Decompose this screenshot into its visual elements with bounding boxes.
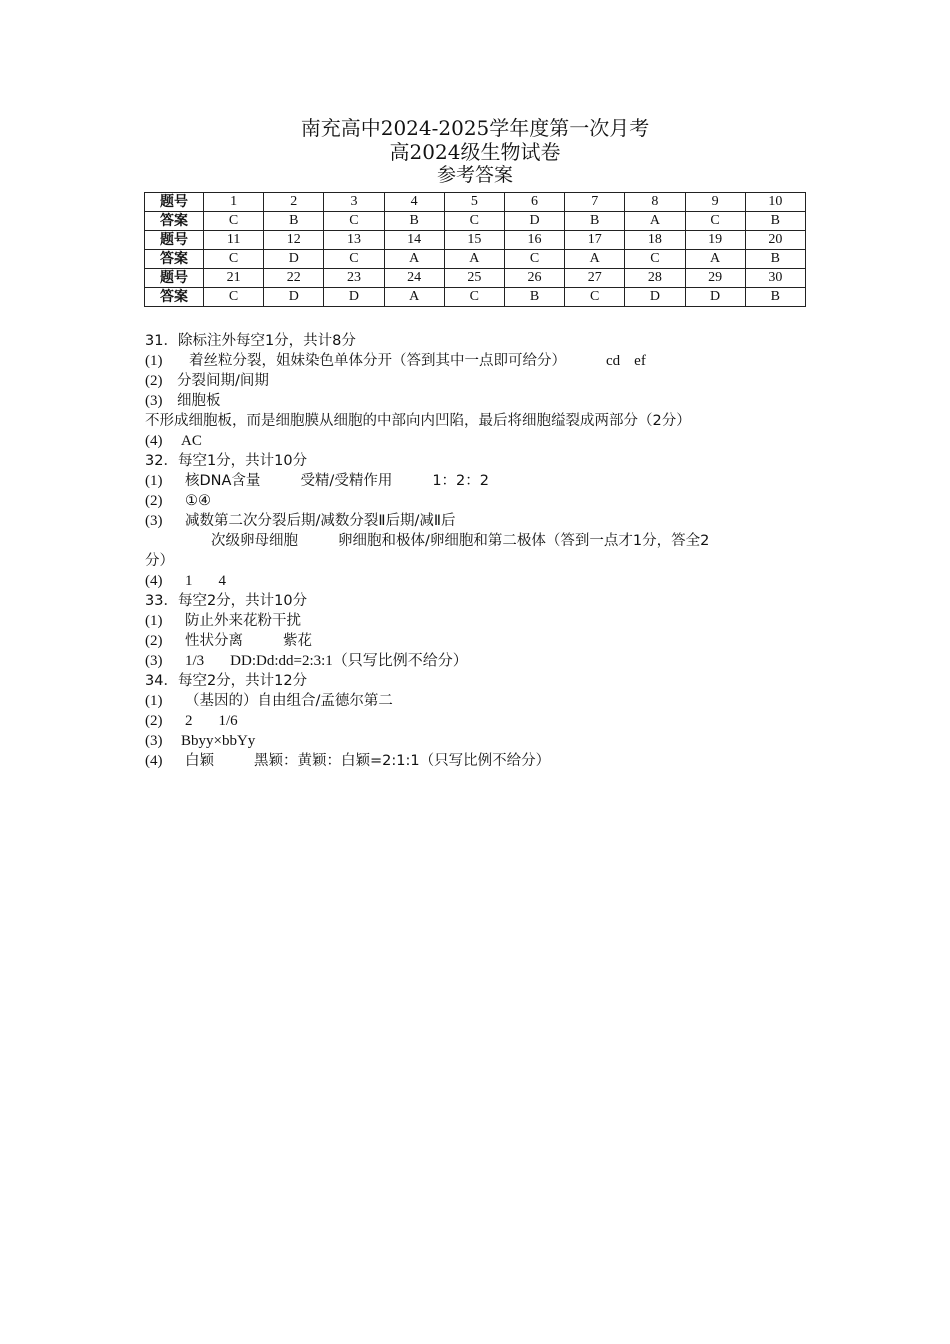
answer-text: 白颖 <box>185 753 214 769</box>
answer-cell: C <box>324 250 384 269</box>
answer-cell: C <box>565 288 625 307</box>
answer-text: 1：2：2 <box>432 473 490 489</box>
q34-heading: 34．每空2分，共计12分 <box>145 673 308 689</box>
question-number-cell: 9 <box>685 193 745 212</box>
answer-text: 细胞板 <box>177 393 221 409</box>
question-number-cell: 12 <box>264 231 324 250</box>
q31-part2 <box>145 371 805 391</box>
question-label: 题号 <box>145 231 204 250</box>
question-label: 题号 <box>145 269 204 288</box>
q33-heading: 33．每空2分，共计10分 <box>145 593 308 609</box>
answer-text: 防止外来花粉干扰 <box>185 613 301 629</box>
answer-cell: C <box>204 212 264 231</box>
answer-cell: C <box>444 212 504 231</box>
answer-cell: B <box>745 212 805 231</box>
question-number-cell: 8 <box>625 193 685 212</box>
answer-text: 卵细胞和极体/卵细胞和第二极体（答到一点才1分，答全2 <box>338 533 710 549</box>
part-number: (3) <box>145 653 163 669</box>
answer-text: 分裂间期/间期 <box>177 373 269 389</box>
answer-text: 受精/受精作用 <box>300 473 393 489</box>
question-number-row <box>145 231 806 250</box>
answer-text: 性状分离 <box>185 633 243 649</box>
answer-text: 次级卵母细胞 <box>211 533 298 549</box>
question-label: 题号 <box>145 193 204 212</box>
question-number-cell: 4 <box>384 193 444 212</box>
answer-text: 1/6 <box>218 713 238 729</box>
answer-cell: B <box>745 288 805 307</box>
answer-text: 着丝粒分裂，姐妹染色单体分开（答到其中一点即可给分） <box>189 353 566 369</box>
answer-cell: A <box>444 250 504 269</box>
question-number-row <box>145 269 806 288</box>
answer-cell: A <box>384 250 444 269</box>
part-number: (2) <box>145 373 163 389</box>
q32-heading: 32．每空1分，共计10分 <box>145 453 308 469</box>
answer-cell: A <box>384 288 444 307</box>
part-number: (1) <box>145 473 163 489</box>
question-number-cell: 24 <box>384 269 444 288</box>
answer-text: （基因的）自由组合/孟德尔第二 <box>185 693 393 709</box>
part-number: (4) <box>145 433 163 449</box>
q34-part4 <box>145 751 805 771</box>
document-header <box>0 116 950 186</box>
answer-cell: A <box>625 212 685 231</box>
answer-text: AC <box>181 433 202 449</box>
answer-label: 答案 <box>145 250 204 269</box>
answer-text: 4 <box>218 573 226 589</box>
q32-part3 <box>145 511 805 531</box>
answer-cell: C <box>204 288 264 307</box>
part-number: (1) <box>145 613 163 629</box>
answer-text: Bbyy×bbYy <box>181 733 256 749</box>
q31-part1 <box>145 351 805 371</box>
answer-cell: B <box>504 288 564 307</box>
question-number-cell: 2 <box>264 193 324 212</box>
answer-cell: B <box>264 212 324 231</box>
q32-part3-line2 <box>145 531 805 551</box>
answer-cell: D <box>264 250 324 269</box>
answer-text: ①④ <box>185 493 211 509</box>
answer-table <box>144 192 806 307</box>
question-number-cell: 5 <box>444 193 504 212</box>
answer-text: 紫花 <box>283 633 312 649</box>
answer-row <box>145 212 806 231</box>
question-number-cell: 27 <box>565 269 625 288</box>
question-number-cell: 15 <box>444 231 504 250</box>
part-number: (1) <box>145 353 163 369</box>
answer-cell: C <box>504 250 564 269</box>
question-number-cell: 10 <box>745 193 805 212</box>
part-number: (3) <box>145 513 163 529</box>
part-number: (2) <box>145 633 163 649</box>
answer-explanations <box>145 331 805 771</box>
answer-text: ef <box>634 353 646 369</box>
answer-text: cd <box>606 353 621 369</box>
q33-part1 <box>145 611 805 631</box>
answer-cell: C <box>444 288 504 307</box>
question-number-cell: 19 <box>685 231 745 250</box>
answer-cell: D <box>504 212 564 231</box>
question-number-cell: 26 <box>504 269 564 288</box>
question-number-cell: 22 <box>264 269 324 288</box>
answer-cell: D <box>264 288 324 307</box>
question-number-cell: 13 <box>324 231 384 250</box>
question-number-cell: 25 <box>444 269 504 288</box>
question-number-cell: 28 <box>625 269 685 288</box>
question-number-cell: 7 <box>565 193 625 212</box>
q34-part3 <box>145 731 805 751</box>
q33-part2 <box>145 631 805 651</box>
q34-part1 <box>145 691 805 711</box>
answer-text: 1 <box>185 573 193 589</box>
part-number: (4) <box>145 753 163 769</box>
part-number: (1) <box>145 693 163 709</box>
question-number-cell: 3 <box>324 193 384 212</box>
q32-part3-continued: 分） <box>145 553 174 569</box>
answer-text: 核DNA含量 <box>185 473 261 489</box>
question-number-cell: 16 <box>504 231 564 250</box>
q31-heading: 31．除标注外每空1分，共计8分 <box>145 333 356 349</box>
question-number-row <box>145 193 806 212</box>
question-number-cell: 18 <box>625 231 685 250</box>
answer-text: 1/3 <box>185 653 205 669</box>
q33-part3 <box>145 651 805 671</box>
answer-cell: C <box>685 212 745 231</box>
answer-cell: D <box>625 288 685 307</box>
part-number: (3) <box>145 733 163 749</box>
question-number-cell: 14 <box>384 231 444 250</box>
answer-label: 答案 <box>145 212 204 231</box>
answer-text: 2 <box>185 713 193 729</box>
question-number-cell: 17 <box>565 231 625 250</box>
q34-part2 <box>145 711 805 731</box>
answer-cell: B <box>565 212 625 231</box>
part-number: (2) <box>145 713 163 729</box>
q32-part2 <box>145 491 805 511</box>
exam-title: 南充高中2024-2025学年度第一次月考 <box>300 116 650 140</box>
question-number-cell: 21 <box>204 269 264 288</box>
answer-cell: C <box>324 212 384 231</box>
question-number-cell: 30 <box>745 269 805 288</box>
question-number-cell: 29 <box>685 269 745 288</box>
question-number-cell: 1 <box>204 193 264 212</box>
answer-text: 黑颖：黄颖：白颖=2:1:1（只写比例不给分） <box>254 753 551 769</box>
answer-text: DD:Dd:dd=2:3:1（只写比例不给分） <box>230 653 468 669</box>
q32-part4 <box>145 571 805 591</box>
answer-row <box>145 288 806 307</box>
part-number: (2) <box>145 493 163 509</box>
question-number-cell: 6 <box>504 193 564 212</box>
question-number-cell: 11 <box>204 231 264 250</box>
answer-label: 答案 <box>145 288 204 307</box>
exam-subtitle: 高2024级生物试卷 <box>389 140 561 164</box>
question-number-cell: 20 <box>745 231 805 250</box>
q32-part1 <box>145 471 805 491</box>
answer-text: 减数第二次分裂后期/减数分裂Ⅱ后期/减Ⅱ后 <box>185 513 456 529</box>
answer-cell: A <box>565 250 625 269</box>
answer-row <box>145 250 806 269</box>
part-number: (4) <box>145 573 163 589</box>
question-number-cell: 23 <box>324 269 384 288</box>
q31-part3-continued: 不形成细胞板，而是细胞膜从细胞的中部向内凹陷，最后将细胞缢裂成两部分（2分） <box>145 413 691 429</box>
answer-cell: C <box>204 250 264 269</box>
part-number: (3) <box>145 393 163 409</box>
answer-cell: B <box>745 250 805 269</box>
q31-part4 <box>145 431 805 451</box>
answer-cell: A <box>685 250 745 269</box>
answer-cell: D <box>324 288 384 307</box>
answer-cell: C <box>625 250 685 269</box>
answer-cell: B <box>384 212 444 231</box>
q31-part3 <box>145 391 805 411</box>
answer-cell: D <box>685 288 745 307</box>
answer-key-title: 参考答案 <box>436 164 513 186</box>
